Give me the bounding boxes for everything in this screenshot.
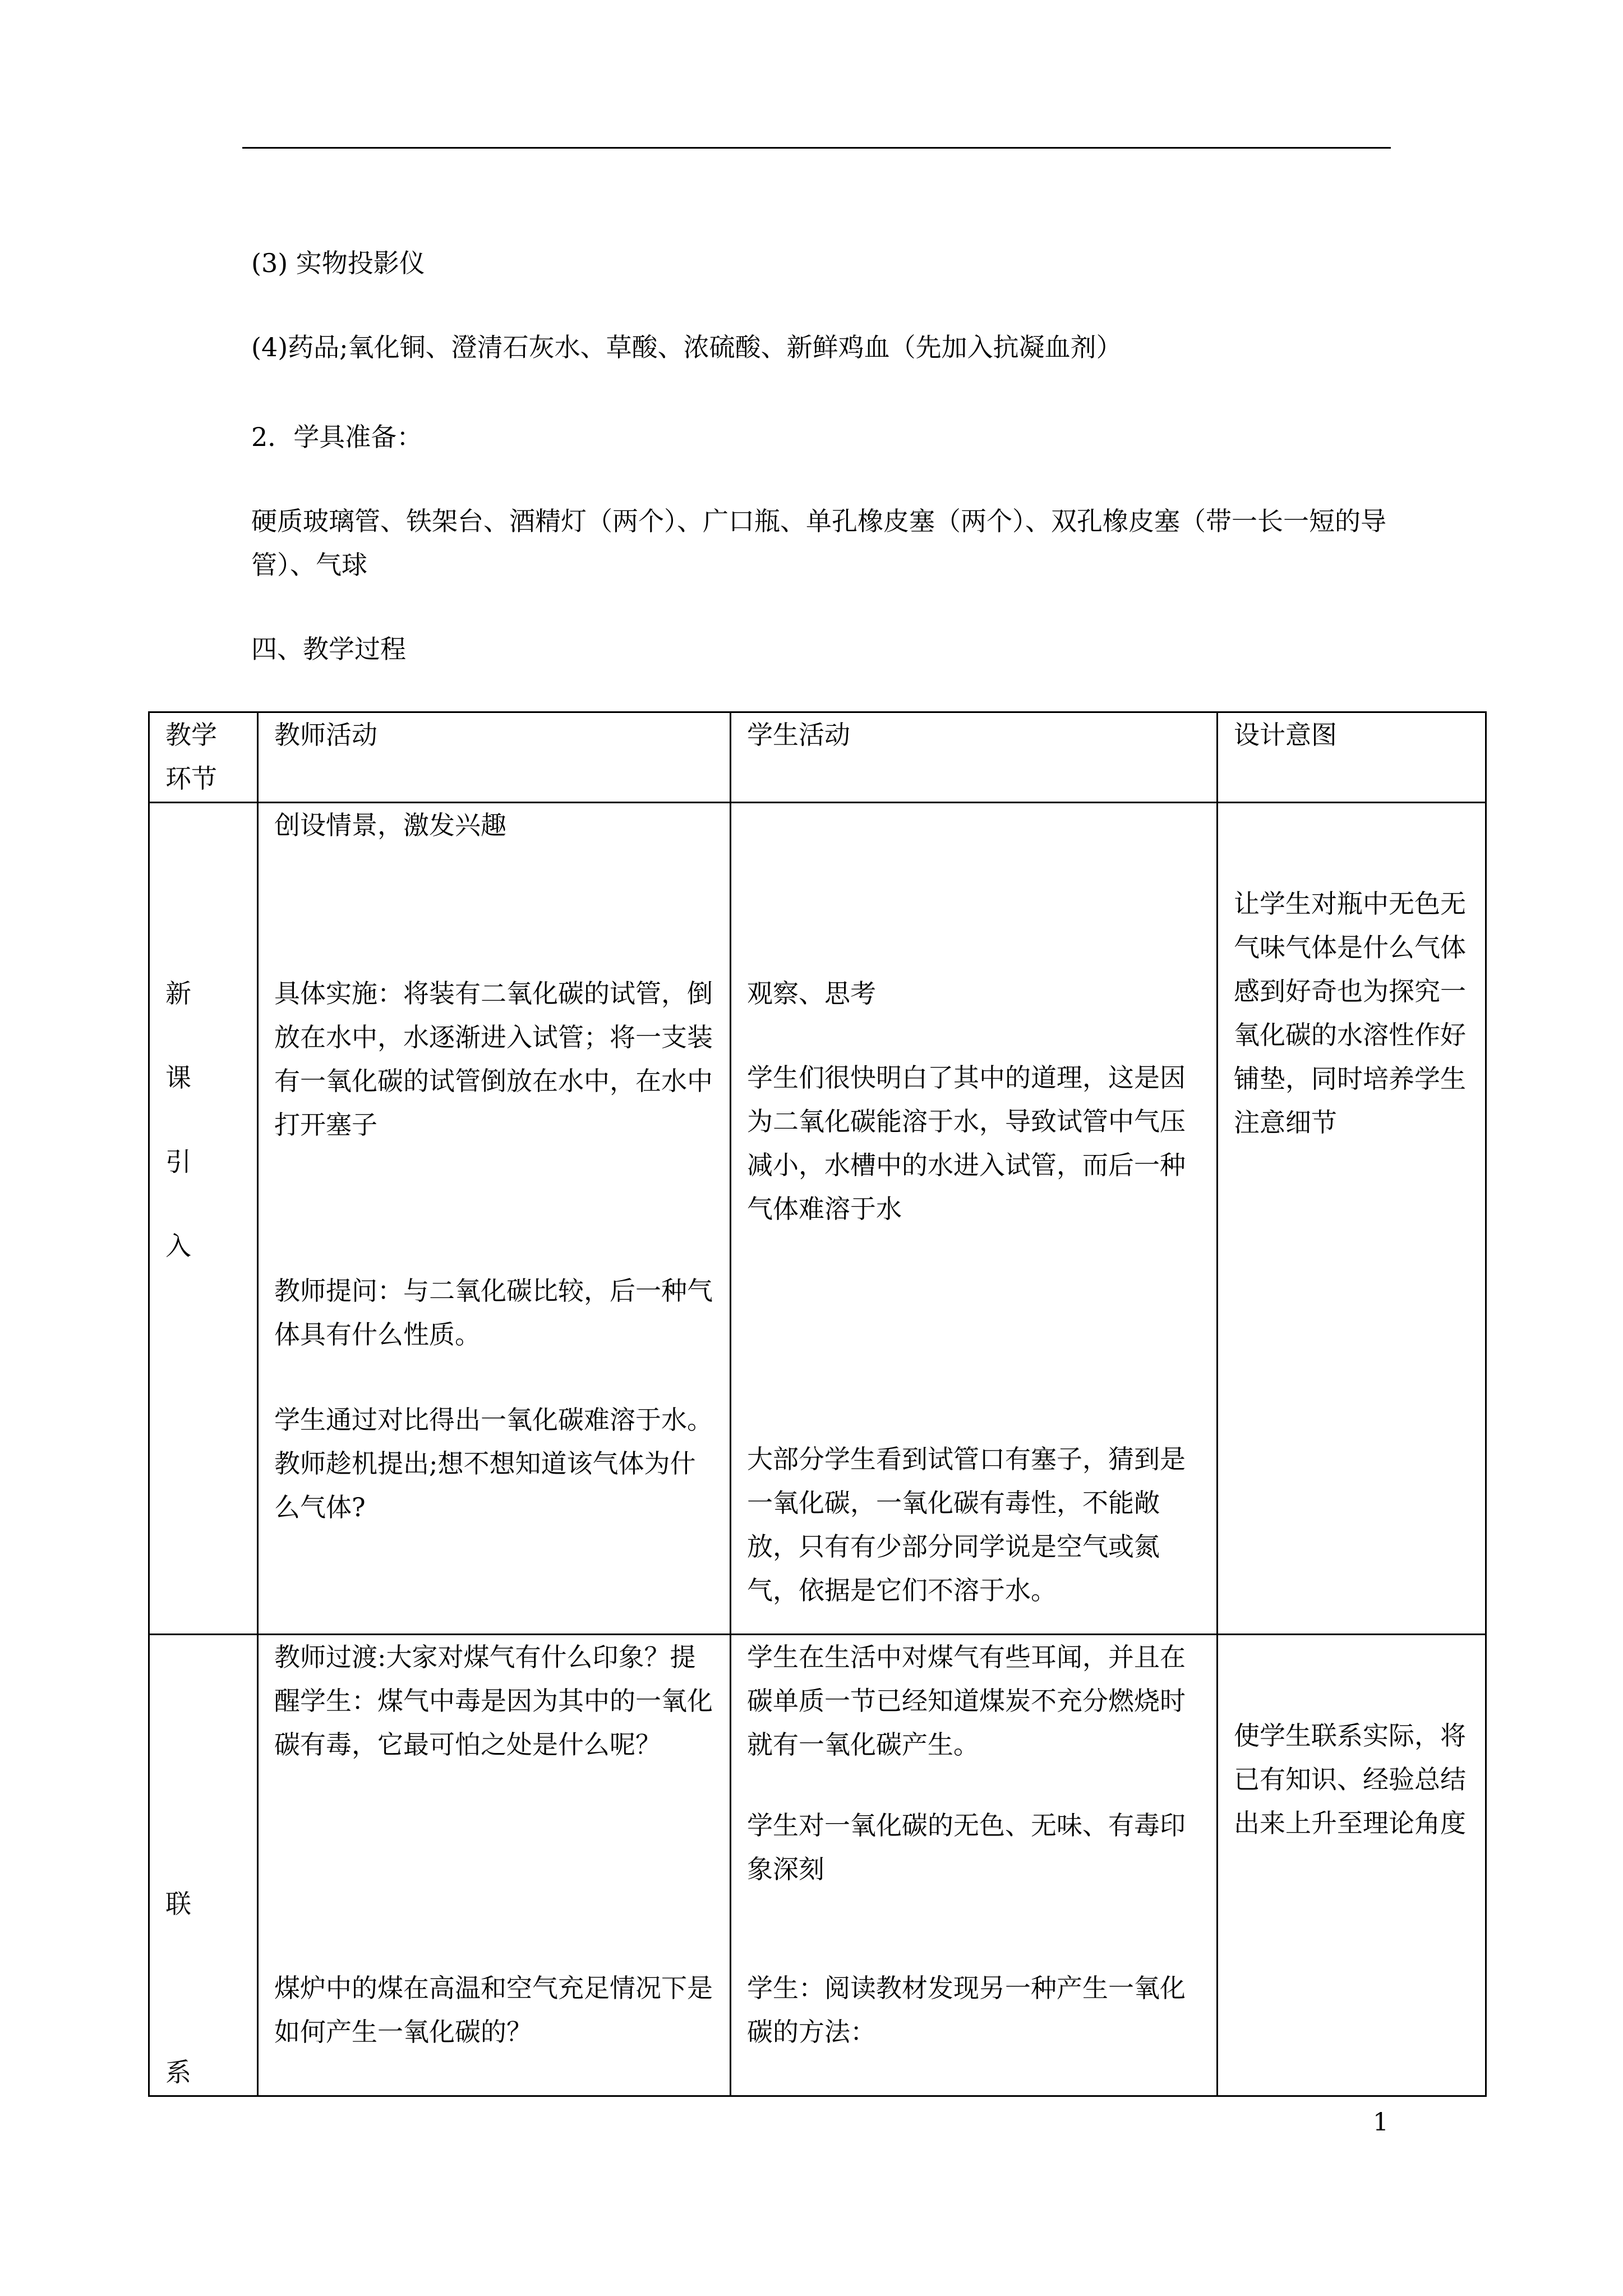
teaching-process-table xyxy=(148,711,1487,2097)
materials-item-3: (3) 实物投影仪 xyxy=(251,248,425,278)
design-intent-text: 使学生联系实际，将已有知识、经验总结出来上升至理论角度 xyxy=(1234,1720,1466,1838)
materials-item-4: (4)药品;氧化铜、澄清石灰水、草酸、浓硫酸、新鲜鸡血（先加入抗凝血剂） xyxy=(251,332,1122,362)
student-prep-text: 硬质玻璃管、铁架台、酒精灯（两个）、广口瓶、单孔橡皮塞（两个）、双孔橡皮塞（带一长一短的导管）、气球 xyxy=(251,506,1386,580)
stage-char: 系 xyxy=(165,2057,191,2087)
stage-cell xyxy=(149,1635,258,2096)
teacher-activity-text: 教师过渡:大家对煤气有什么印象？提醒学生：煤气中毒是因为其中的一氧化碳有毒，它最可怕之处是什么呢？ xyxy=(274,1642,713,1760)
teacher-activity-text: 教师提问：与二氧化碳比较，后一种气体具有什么性质。 xyxy=(274,1276,713,1350)
header-student-activity: 学生活动 xyxy=(731,712,1218,803)
teacher-activity-text: 创设情景，激发兴趣 xyxy=(274,810,506,840)
student-activity-text: 学生：阅读教材发现另一种产生一氧化碳的方法： xyxy=(747,1973,1186,2047)
table-header-row xyxy=(149,712,1486,803)
teacher-activity-text: 学生通过对比得出一氧化碳难溶于水。教师趁机提出;想不想知道该气体为什么气体? xyxy=(274,1405,713,1522)
stage-char: 课 xyxy=(165,1062,191,1093)
teacher-activity-cell xyxy=(258,1635,731,2096)
section-title: 四、教学过程 xyxy=(251,634,406,664)
stage-char: 联 xyxy=(165,1889,191,1919)
student-activity-cell xyxy=(731,803,1218,1635)
table-row xyxy=(149,1635,1486,2096)
teacher-activity-text: 具体实施：将装有二氧化碳的试管，倒放在水中，水逐渐进入试管；将一支装有一氧化碳的试管倒放在水中，在水中打开塞子 xyxy=(274,978,713,1140)
student-activity-text: 观察、思考 xyxy=(747,978,876,1009)
design-intent-text: 让学生对瓶中无色无气味气体是什么气体感到好奇也为探究一氧化碳的水溶性作好铺垫，同时培养学生注意细节 xyxy=(1234,889,1466,1138)
teacher-activity-text: 煤炉中的煤在高温和空气充足情况下是如何产生一氧化碳的？ xyxy=(274,1973,713,2047)
header-design-intent: 设计意图 xyxy=(1218,712,1486,803)
teacher-activity-cell xyxy=(258,803,731,1635)
student-activity-text: 学生们很快明白了其中的道理，这是因为二氧化碳能溶于水，导致试管中气压减小，水槽中的水进入试管，而后一种气体难溶于水 xyxy=(747,1062,1186,1224)
stage-char: 引 xyxy=(165,1147,191,1177)
student-activity-text: 学生在生活中对煤气有些耳闻，并且在碳单质一节已经知道煤炭不充分燃烧时就有一氧化碳产生。 xyxy=(747,1642,1186,1760)
student-activity-cell xyxy=(731,1635,1218,2096)
student-activity-text: 学生对一氧化碳的无色、无味、有毒印象深刻 xyxy=(747,1810,1186,1884)
header-stage: 教学环节 xyxy=(149,712,258,803)
student-prep-heading: 2．学具准备： xyxy=(251,422,423,452)
design-intent-cell xyxy=(1218,803,1486,1635)
stage-cell xyxy=(149,803,258,1635)
stage-char: 新 xyxy=(165,978,191,1009)
header-rule xyxy=(242,147,1391,149)
table-row xyxy=(149,803,1486,1635)
design-intent-cell xyxy=(1218,1635,1486,2096)
header-teacher-activity: 教师活动 xyxy=(258,712,731,803)
student-activity-text: 大部分学生看到试管口有塞子，猜到是一氧化碳，一氧化碳有毒性，不能敞放，只有有少部分同学说是空气或氮气，依据是它们不溶于水。 xyxy=(747,1444,1186,1605)
stage-char: 入 xyxy=(165,1231,191,1261)
page-number: 1 xyxy=(1373,2108,1389,2137)
